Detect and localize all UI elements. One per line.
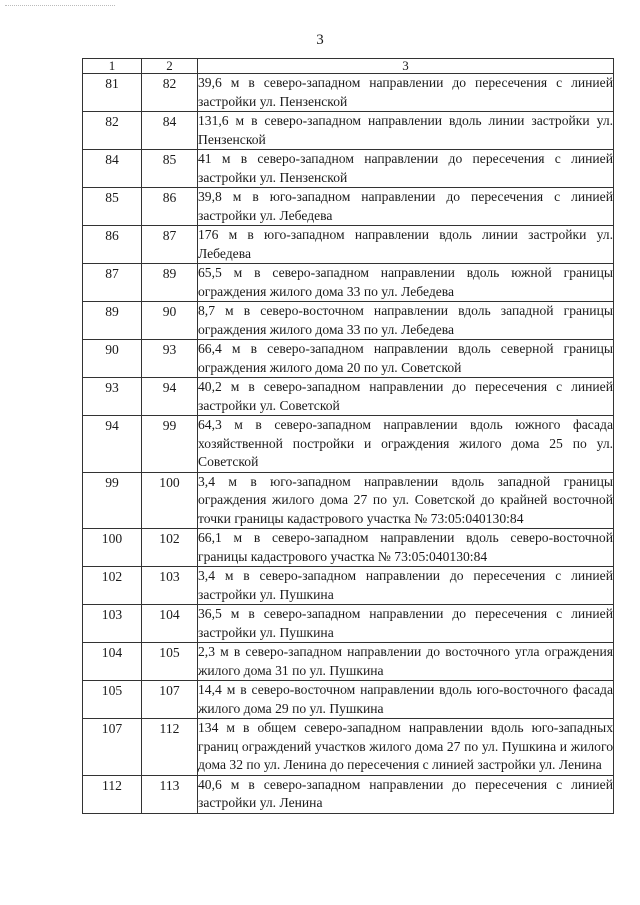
point-to-cell: 112 [142, 719, 198, 776]
table-row [83, 378, 614, 416]
column-header-1: 1 [83, 59, 142, 74]
point-to-cell: 103 [142, 567, 198, 605]
point-to-cell: 107 [142, 681, 198, 719]
description-cell: 39,8 м в юго-западном направлении до пересечения с линией застройки ул. Лебедева [198, 188, 614, 226]
point-to-cell: 94 [142, 378, 198, 416]
boundary-table [82, 58, 614, 814]
description-cell: 41 м в северо-западном направлении до пересечения с линией застройки ул. Пензенской [198, 150, 614, 188]
description-cell: 65,5 м в северо-западном направлении вдоль южной границы ограждения жилого дома 33 по ул. Лебедева [198, 264, 614, 302]
point-to-cell: 86 [142, 188, 198, 226]
column-header-3: 3 [198, 59, 614, 74]
description-cell: 40,2 м в северо-западном направлении до пересечения с линией застройки ул. Советской [198, 378, 614, 416]
point-from-cell: 107 [83, 719, 142, 776]
description-cell: 66,4 м в северо-западном направлении вдоль северной границы ограждения жилого дома 20 по ул. Советской [198, 340, 614, 378]
point-to-cell: 105 [142, 643, 198, 681]
point-to-cell: 87 [142, 226, 198, 264]
table-header-row [83, 59, 614, 74]
point-to-cell: 93 [142, 340, 198, 378]
table-row [83, 302, 614, 340]
scan-artifact [5, 5, 115, 9]
point-from-cell: 82 [83, 112, 142, 150]
point-from-cell: 90 [83, 340, 142, 378]
description-cell: 14,4 м в северо-восточном направлении вдоль юго-восточного фасада жилого дома 29 по ул. Пушкина [198, 681, 614, 719]
table-row [83, 112, 614, 150]
point-to-cell: 104 [142, 605, 198, 643]
table-row [83, 188, 614, 226]
description-cell: 66,1 м в северо-западном направлении вдоль северо-восточной границы кадастрового участка № 73:05:040130:84 [198, 529, 614, 567]
point-from-cell: 87 [83, 264, 142, 302]
table-row [83, 150, 614, 188]
point-from-cell: 104 [83, 643, 142, 681]
point-to-cell: 90 [142, 302, 198, 340]
point-to-cell: 82 [142, 74, 198, 112]
point-from-cell: 99 [83, 472, 142, 529]
table-row [83, 226, 614, 264]
point-from-cell: 85 [83, 188, 142, 226]
description-cell: 8,7 м в северо-восточном направлении вдоль западной границы ограждения жилого дома 33 по ул. Лебедева [198, 302, 614, 340]
point-from-cell: 93 [83, 378, 142, 416]
point-from-cell: 89 [83, 302, 142, 340]
point-to-cell: 102 [142, 529, 198, 567]
point-from-cell: 102 [83, 567, 142, 605]
description-cell: 64,3 м в северо-западном направлении вдоль южного фасада хозяйственной постройки и ограждения жилого дома 25 по ул. Советской [198, 416, 614, 473]
table-row [83, 605, 614, 643]
description-cell: 131,6 м в северо-западном направлении вдоль линии застройки ул. Пензенской [198, 112, 614, 150]
point-to-cell: 84 [142, 112, 198, 150]
point-from-cell: 103 [83, 605, 142, 643]
point-from-cell: 112 [83, 775, 142, 813]
table-row [83, 681, 614, 719]
point-from-cell: 86 [83, 226, 142, 264]
table-row [83, 472, 614, 529]
point-to-cell: 85 [142, 150, 198, 188]
description-cell: 36,5 м в северо-западном направлении до пересечения с линией застройки ул. Пушкина [198, 605, 614, 643]
table-row [83, 416, 614, 473]
description-cell: 134 м в общем северо-западном направлении вдоль юго-западных границ ограждений участков жилого дома 27 по ул. Пушкина и жилого дома 32 по ул. Ленина до пересечения с линией застройки ул. Ленина [198, 719, 614, 776]
table-row [83, 74, 614, 112]
point-to-cell: 113 [142, 775, 198, 813]
table-row [83, 529, 614, 567]
point-to-cell: 100 [142, 472, 198, 529]
table-row [83, 775, 614, 813]
page-number: 3 [316, 32, 324, 48]
point-from-cell: 81 [83, 74, 142, 112]
point-to-cell: 99 [142, 416, 198, 473]
point-from-cell: 100 [83, 529, 142, 567]
point-from-cell: 94 [83, 416, 142, 473]
point-from-cell: 105 [83, 681, 142, 719]
description-cell: 3,4 м в юго-западном направлении вдоль западной границы ограждения жилого дома 27 по ул. Советской до крайней восточной точки границы кадастрового участка № 73:05:040130:84 [198, 472, 614, 529]
description-cell: 2,3 м в северо-западном направлении до восточного угла ограждения жилого дома 31 по ул. Пушкина [198, 643, 614, 681]
description-cell: 3,4 м в северо-западном направлении до пересечения с линией застройки ул. Пушкина [198, 567, 614, 605]
table-row [83, 340, 614, 378]
column-header-2: 2 [142, 59, 198, 74]
table-row [83, 719, 614, 776]
table-row [83, 264, 614, 302]
description-cell: 40,6 м в северо-западном направлении до пересечения с линией застройки ул. Ленина [198, 775, 614, 813]
description-cell: 39,6 м в северо-западном направлении до пересечения с линией застройки ул. Пензенской [198, 74, 614, 112]
table-row [83, 643, 614, 681]
description-cell: 176 м в юго-западном направлении вдоль линии застройки ул. Лебедева [198, 226, 614, 264]
point-from-cell: 84 [83, 150, 142, 188]
table-row [83, 567, 614, 605]
point-to-cell: 89 [142, 264, 198, 302]
